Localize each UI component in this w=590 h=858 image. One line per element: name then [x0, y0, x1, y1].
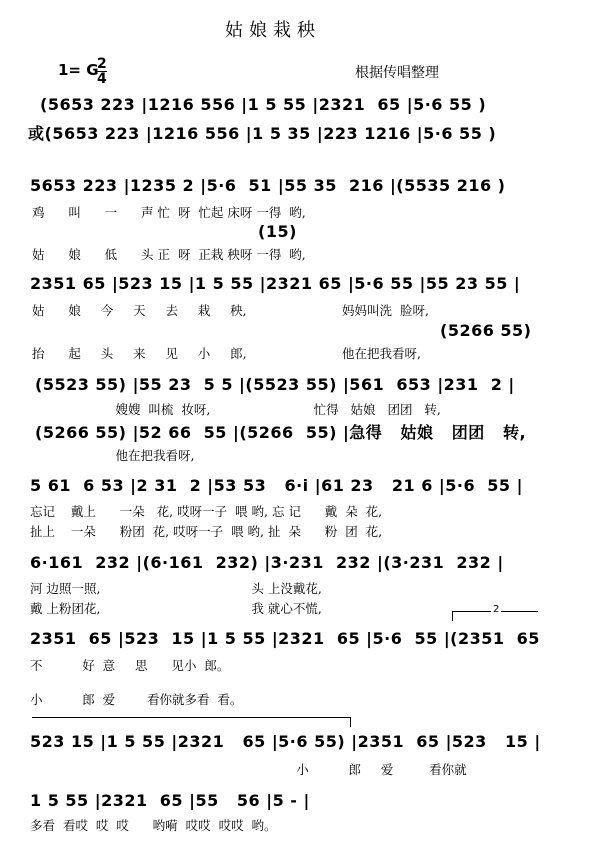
interlude-marker: (5266 55)	[440, 321, 532, 340]
music-line-7: 2351 65 |523 15 |1 5 55 |2321 65 |5·6 55 |(2351 65	[30, 629, 540, 648]
lyric-line-9a: 多看 看哎 哎 哎 哟嗬 哎哎 哎哎 哟。	[30, 818, 277, 833]
section-marker-15: (15)	[258, 222, 297, 241]
lyric-line-6a: 河 边照一照, 头 上没戴花,	[30, 581, 322, 596]
ending-bracket-end	[350, 717, 351, 727]
music-line-5: 5 61 6 53 |2 31 2 |53 53 6·i |61 23 21 6 |5·6 55 |	[30, 476, 523, 495]
time-signature-top: 2	[97, 56, 107, 72]
lyric-line-2b: 抬 起 头 来 见 小 郎, 他在把我看呀,	[32, 346, 421, 361]
lyric-line-6b: 戴 上粉团花, 我 就心不慌,	[30, 601, 322, 616]
intro-line-2: 或(5653 223 |1216 556 |1 5 35 |223 1216 |5·6 55 )	[28, 124, 497, 143]
lyric-line-1a: 鸡 叫 一 声 忙 呀 忙起 床呀 一得 哟,	[32, 205, 306, 220]
music-line-4: (5266 55) |52 66 55 |(5266 55) |急得 姑娘 团团 转,	[35, 423, 527, 442]
lyric-line-1b: 姑 娘 低 头 正 呀 正栽 秧呀 一得 哟,	[32, 247, 306, 262]
lyric-line-2a: 姑 娘 今 天 去 栽 秧, 妈妈叫洗 脸呀,	[32, 303, 429, 318]
music-line-2: 2351 65 |523 15 |1 5 55 |2321 65 |5·6 55 |55 23 55 |	[30, 274, 521, 293]
lyric-line-7b: 小 郎 爱 看你就多看 看。	[30, 692, 243, 707]
lyric-line-7a: 不 好 意 思 见小 郎。	[30, 658, 230, 673]
lyric-line-8a: 小 郎 爱 看你就	[30, 762, 467, 777]
arrangement-credit: 根据传唱整理	[355, 65, 439, 81]
time-signature-bottom: 4	[97, 71, 107, 87]
music-line-1: 5653 223 |1235 2 |5·6 51 |55 35 216 |(5535 216 )	[30, 176, 506, 195]
music-line-9: 1 5 55 |2321 65 |55 56 |5 - |	[30, 791, 310, 810]
lyric-line-3a: 嫂嫂 叫梳 妆呀, 忙得 姑娘 团团 转,	[32, 402, 441, 417]
music-line-3: (5523 55) |55 23 5 5 |(5523 55) |561 653 |231 2 |	[35, 375, 515, 394]
volta-number: 2	[493, 604, 500, 615]
music-line-6: 6·161 232 |(6·161 232) |3·231 232 |(3·231 232 |	[30, 553, 504, 572]
intro-line-1: (5653 223 |1216 556 |1 5 55 |2321 65 |5·6 55 )	[40, 95, 487, 114]
ending-bracket	[32, 717, 350, 718]
song-title: 姑娘栽秧	[225, 20, 321, 41]
lyric-line-5a: 忘记 戴上 一朵 花, 哎呀一子 喂 哟, 忘 记 戴 朵 花,	[30, 504, 383, 519]
key-signature: 1= G	[58, 61, 99, 79]
lyric-line-4a: 他在把我看呀,	[32, 448, 195, 463]
lyric-line-5b: 扯上 一朵 粉团 花, 哎呀一子 喂 哟, 扯 朵 粉 团 花,	[30, 524, 383, 539]
music-line-8: 523 15 |1 5 55 |2321 65 |5·6 55) |2351 65 |523 15 |	[30, 732, 541, 751]
volta-bracket-end	[452, 611, 453, 621]
